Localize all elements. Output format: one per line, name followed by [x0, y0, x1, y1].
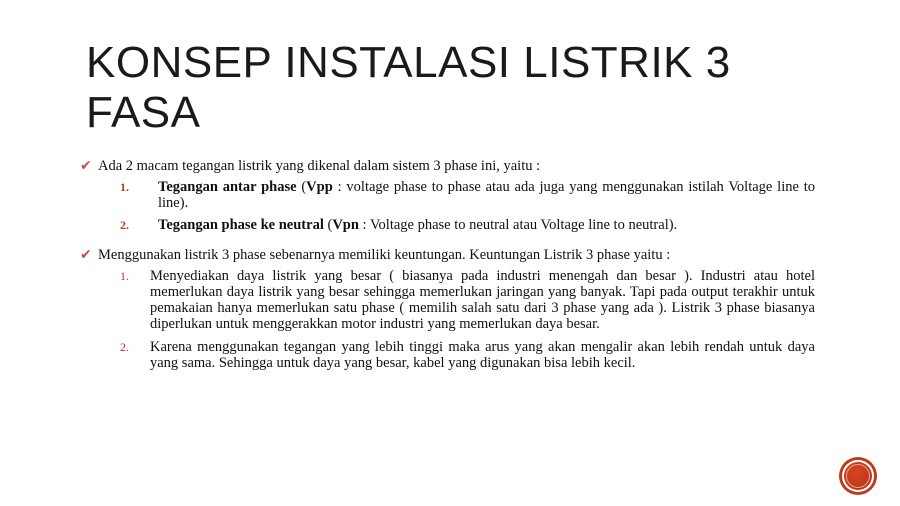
circle-nav-icon[interactable] — [842, 460, 874, 492]
list-number: 2. — [120, 340, 129, 354]
bullet-advantages — [80, 247, 815, 371]
list-number: 1. — [120, 269, 129, 283]
list-item-text — [158, 179, 815, 211]
bullet-voltage-types — [80, 158, 815, 233]
slide-content — [80, 158, 815, 378]
checkmark-icon: ✔ — [80, 247, 92, 263]
paren-open: ( — [323, 217, 333, 233]
bullet-text: Ada 2 macam tegangan listrik yang dikenal dalam sistem 3 phase ini, yaitu : — [98, 158, 541, 174]
list-item — [98, 339, 815, 371]
bold-abbr: Vpp — [306, 179, 333, 195]
bold-term: Tegangan phase ke neutral — [158, 217, 324, 233]
list-item — [98, 268, 815, 332]
bold-abbr: Vpn — [332, 217, 359, 233]
list-number: 2. — [120, 218, 129, 232]
item-rest: : Voltage phase to neutral atau Voltage line to neutral). — [358, 217, 678, 233]
slide-title: KONSEP INSTALASI LISTRIK 3 FASA — [86, 38, 731, 137]
checkmark-icon: ✔ — [80, 158, 92, 174]
list-number: 1. — [120, 180, 129, 194]
bold-term: Tegangan antar phase — [158, 179, 297, 195]
paren-open: ( — [296, 179, 307, 195]
list-item-text — [158, 217, 815, 233]
list-item-text: Menyediakan daya listrik yang besar ( biasanya pada industri menengah dan besar ). Industri atau hotel memerlukan daya listrik yang besar sehingga memerlukan jaringan yang banyak. Tapi pada output terakhir untuk pemakaian hanya memerlukan satu phase ( memilih salah satu dari 3 phase yang ada ). Listrik 3 phase biasanya diperlukan untuk menggerakkan motor industri yang memerlukan daya besar. — [150, 268, 815, 332]
list-item — [98, 179, 815, 211]
list-item — [98, 217, 815, 233]
list-item-text: Karena menggunakan tegangan yang lebih tinggi maka arus yang akan mengalir akan lebih rendah untuk daya yang sama. Sehingga untuk daya yang besar, kabel yang digunakan bisa lebih kecil. — [150, 339, 815, 371]
nav-ring — [846, 464, 870, 488]
item-rest: : voltage phase to phase atau ada juga yang menggunakan istilah Voltage line to line). — [158, 179, 815, 211]
bullet-text: Menggunakan listrik 3 phase sebenarnya memiliki keuntungan. Keuntungan Listrik 3 phase yaitu : — [98, 247, 671, 263]
